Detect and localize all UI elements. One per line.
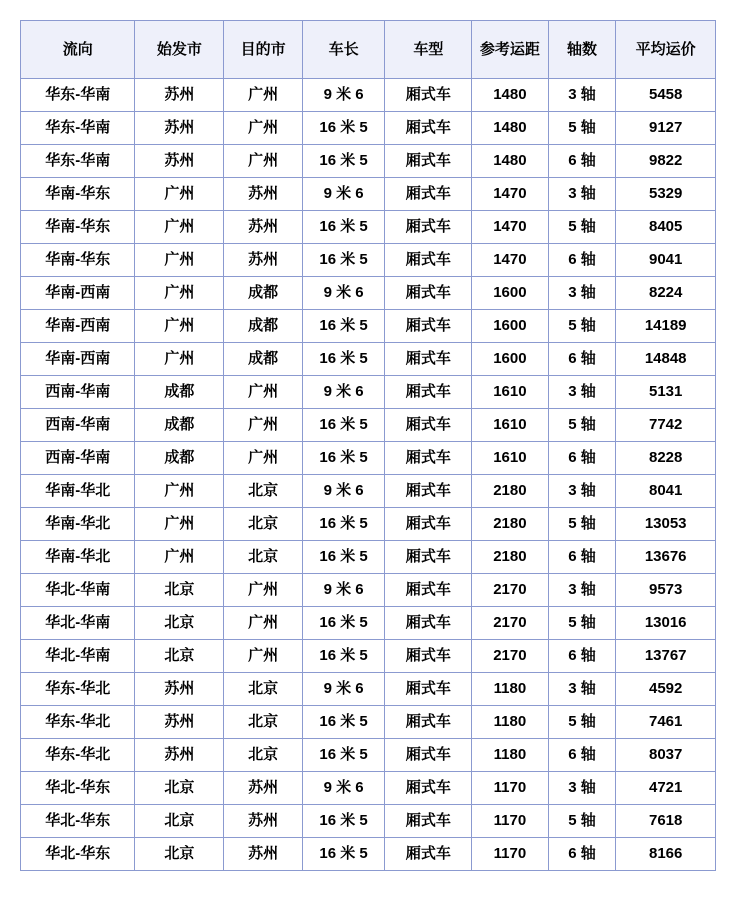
cell-vehicle-type: 厢式车	[385, 244, 472, 277]
cell-destination-city: 北京	[224, 706, 302, 739]
cell-reference-distance: 2180	[472, 475, 548, 508]
cell-origin-city: 广州	[135, 310, 224, 343]
cell-flow: 华东-华北	[21, 706, 135, 739]
cell-vehicle-type: 厢式车	[385, 541, 472, 574]
cell-axle-count: 5 轴	[548, 508, 616, 541]
cell-average-price: 8037	[616, 739, 716, 772]
cell-axle-count: 3 轴	[548, 277, 616, 310]
cell-destination-city: 广州	[224, 79, 302, 112]
column-header-destination-city	[224, 21, 302, 79]
cell-axle-count: 6 轴	[548, 640, 616, 673]
column-header-vehicle-type-label: 车型	[413, 40, 444, 58]
cell-vehicle-type: 厢式车	[385, 112, 472, 145]
cell-vehicle-length: 9 米 6	[302, 376, 385, 409]
table-row	[21, 607, 716, 640]
cell-axle-count: 6 轴	[548, 244, 616, 277]
cell-vehicle-length: 9 米 6	[302, 178, 385, 211]
cell-reference-distance: 2170	[472, 607, 548, 640]
cell-axle-count: 6 轴	[548, 739, 616, 772]
column-header-vehicle-length	[302, 21, 385, 79]
cell-vehicle-type: 厢式车	[385, 277, 472, 310]
cell-reference-distance: 1480	[472, 79, 548, 112]
table-row	[21, 475, 716, 508]
cell-reference-distance: 1170	[472, 805, 548, 838]
cell-axle-count: 5 轴	[548, 310, 616, 343]
cell-origin-city: 成都	[135, 409, 224, 442]
column-header-average-price	[616, 21, 716, 79]
cell-destination-city: 苏州	[224, 244, 302, 277]
cell-vehicle-length: 16 米 5	[302, 607, 385, 640]
cell-axle-count: 6 轴	[548, 541, 616, 574]
column-header-flow-label: 流向	[62, 40, 93, 58]
column-header-origin-city	[135, 21, 224, 79]
cell-axle-count: 3 轴	[548, 376, 616, 409]
table-row	[21, 409, 716, 442]
table-row	[21, 343, 716, 376]
table-row	[21, 805, 716, 838]
cell-axle-count: 5 轴	[548, 409, 616, 442]
cell-average-price: 8224	[616, 277, 716, 310]
cell-reference-distance: 1180	[472, 706, 548, 739]
cell-destination-city: 苏州	[224, 838, 302, 871]
cell-axle-count: 3 轴	[548, 79, 616, 112]
cell-vehicle-type: 厢式车	[385, 805, 472, 838]
cell-average-price: 8041	[616, 475, 716, 508]
freight-rate-table	[20, 20, 716, 871]
cell-flow: 华东-华北	[21, 673, 135, 706]
cell-destination-city: 广州	[224, 442, 302, 475]
cell-vehicle-type: 厢式车	[385, 640, 472, 673]
cell-axle-count: 3 轴	[548, 673, 616, 706]
cell-reference-distance: 1610	[472, 442, 548, 475]
cell-vehicle-type: 厢式车	[385, 607, 472, 640]
cell-destination-city: 苏州	[224, 772, 302, 805]
table-row	[21, 673, 716, 706]
cell-reference-distance: 1180	[472, 739, 548, 772]
cell-axle-count: 3 轴	[548, 574, 616, 607]
cell-flow: 华北-华南	[21, 574, 135, 607]
cell-reference-distance: 1170	[472, 772, 548, 805]
cell-vehicle-type: 厢式车	[385, 475, 472, 508]
cell-axle-count: 5 轴	[548, 211, 616, 244]
cell-origin-city: 北京	[135, 574, 224, 607]
cell-vehicle-length: 16 米 5	[302, 838, 385, 871]
table-row	[21, 79, 716, 112]
cell-vehicle-type: 厢式车	[385, 211, 472, 244]
cell-average-price: 8405	[616, 211, 716, 244]
cell-vehicle-type: 厢式车	[385, 145, 472, 178]
cell-average-price: 9573	[616, 574, 716, 607]
table-row	[21, 178, 716, 211]
cell-flow: 华南-西南	[21, 343, 135, 376]
table-row	[21, 541, 716, 574]
cell-origin-city: 广州	[135, 343, 224, 376]
cell-destination-city: 北京	[224, 541, 302, 574]
cell-destination-city: 苏州	[224, 805, 302, 838]
cell-flow: 华北-华东	[21, 805, 135, 838]
cell-flow: 西南-华南	[21, 409, 135, 442]
cell-reference-distance: 1600	[472, 343, 548, 376]
cell-axle-count: 3 轴	[548, 772, 616, 805]
cell-vehicle-type: 厢式车	[385, 838, 472, 871]
cell-origin-city: 北京	[135, 640, 224, 673]
cell-vehicle-length: 16 米 5	[302, 805, 385, 838]
cell-origin-city: 广州	[135, 244, 224, 277]
cell-destination-city: 广州	[224, 409, 302, 442]
cell-vehicle-length: 9 米 6	[302, 574, 385, 607]
cell-origin-city: 北京	[135, 838, 224, 871]
table-row	[21, 739, 716, 772]
cell-flow: 华南-西南	[21, 277, 135, 310]
column-header-axle-count	[548, 21, 616, 79]
cell-vehicle-length: 16 米 5	[302, 211, 385, 244]
column-header-axle-count-label: 轴数	[566, 40, 597, 58]
cell-average-price: 13676	[616, 541, 716, 574]
cell-average-price: 14848	[616, 343, 716, 376]
cell-vehicle-length: 9 米 6	[302, 475, 385, 508]
cell-average-price: 13053	[616, 508, 716, 541]
cell-origin-city: 广州	[135, 277, 224, 310]
cell-average-price: 8228	[616, 442, 716, 475]
cell-vehicle-type: 厢式车	[385, 772, 472, 805]
table-row	[21, 838, 716, 871]
cell-average-price: 4592	[616, 673, 716, 706]
table-row	[21, 574, 716, 607]
cell-axle-count: 6 轴	[548, 145, 616, 178]
cell-average-price: 7742	[616, 409, 716, 442]
cell-vehicle-type: 厢式车	[385, 508, 472, 541]
cell-vehicle-length: 16 米 5	[302, 640, 385, 673]
cell-vehicle-type: 厢式车	[385, 706, 472, 739]
cell-destination-city: 北京	[224, 475, 302, 508]
cell-vehicle-type: 厢式车	[385, 343, 472, 376]
cell-destination-city: 成都	[224, 310, 302, 343]
cell-reference-distance: 1470	[472, 211, 548, 244]
cell-axle-count: 5 轴	[548, 607, 616, 640]
cell-origin-city: 广州	[135, 541, 224, 574]
cell-flow: 华南-华东	[21, 211, 135, 244]
cell-destination-city: 广州	[224, 574, 302, 607]
cell-vehicle-type: 厢式车	[385, 409, 472, 442]
cell-reference-distance: 1470	[472, 178, 548, 211]
cell-reference-distance: 1600	[472, 310, 548, 343]
cell-origin-city: 北京	[135, 805, 224, 838]
table-body	[21, 79, 716, 871]
cell-vehicle-length: 16 米 5	[302, 541, 385, 574]
cell-average-price: 8166	[616, 838, 716, 871]
cell-reference-distance: 1600	[472, 277, 548, 310]
table-row	[21, 706, 716, 739]
cell-average-price: 5329	[616, 178, 716, 211]
table-row	[21, 310, 716, 343]
cell-vehicle-length: 9 米 6	[302, 277, 385, 310]
table-row	[21, 442, 716, 475]
cell-vehicle-length: 16 米 5	[302, 706, 385, 739]
cell-origin-city: 苏州	[135, 79, 224, 112]
cell-axle-count: 5 轴	[548, 706, 616, 739]
column-header-flow	[21, 21, 135, 79]
table-row	[21, 376, 716, 409]
cell-vehicle-length: 9 米 6	[302, 772, 385, 805]
cell-flow: 华东-华南	[21, 79, 135, 112]
cell-origin-city: 北京	[135, 607, 224, 640]
cell-origin-city: 成都	[135, 376, 224, 409]
cell-reference-distance: 1610	[472, 376, 548, 409]
cell-origin-city: 苏州	[135, 673, 224, 706]
table-row	[21, 772, 716, 805]
cell-origin-city: 北京	[135, 772, 224, 805]
cell-axle-count: 3 轴	[548, 475, 616, 508]
cell-origin-city: 苏州	[135, 145, 224, 178]
cell-destination-city: 北京	[224, 739, 302, 772]
cell-origin-city: 成都	[135, 442, 224, 475]
cell-destination-city: 广州	[224, 376, 302, 409]
cell-axle-count: 5 轴	[548, 805, 616, 838]
table-header-row	[21, 21, 716, 79]
cell-axle-count: 3 轴	[548, 178, 616, 211]
cell-origin-city: 广州	[135, 211, 224, 244]
cell-vehicle-length: 16 米 5	[302, 244, 385, 277]
cell-flow: 华南-华东	[21, 178, 135, 211]
cell-reference-distance: 1470	[472, 244, 548, 277]
column-header-destination-city-label: 目的市	[240, 40, 286, 58]
cell-flow: 华东-华北	[21, 739, 135, 772]
cell-reference-distance: 1180	[472, 673, 548, 706]
cell-axle-count: 6 轴	[548, 442, 616, 475]
column-header-vehicle-type	[385, 21, 472, 79]
cell-average-price: 9127	[616, 112, 716, 145]
cell-destination-city: 广州	[224, 607, 302, 640]
cell-vehicle-type: 厢式车	[385, 376, 472, 409]
table-row	[21, 145, 716, 178]
cell-vehicle-length: 16 米 5	[302, 145, 385, 178]
cell-vehicle-length: 16 米 5	[302, 442, 385, 475]
cell-origin-city: 广州	[135, 475, 224, 508]
cell-vehicle-length: 9 米 6	[302, 79, 385, 112]
cell-origin-city: 广州	[135, 508, 224, 541]
table-row	[21, 211, 716, 244]
cell-vehicle-type: 厢式车	[385, 310, 472, 343]
cell-flow: 华南-西南	[21, 310, 135, 343]
cell-average-price: 5131	[616, 376, 716, 409]
cell-flow: 华北-华东	[21, 838, 135, 871]
cell-vehicle-type: 厢式车	[385, 673, 472, 706]
cell-vehicle-length: 16 米 5	[302, 508, 385, 541]
cell-flow: 华南-华北	[21, 541, 135, 574]
cell-vehicle-length: 16 米 5	[302, 409, 385, 442]
cell-flow: 华东-华南	[21, 112, 135, 145]
cell-destination-city: 北京	[224, 673, 302, 706]
cell-vehicle-type: 厢式车	[385, 739, 472, 772]
cell-axle-count: 5 轴	[548, 112, 616, 145]
cell-origin-city: 苏州	[135, 739, 224, 772]
cell-origin-city: 苏州	[135, 112, 224, 145]
cell-flow: 西南-华南	[21, 442, 135, 475]
column-header-reference-distance	[472, 21, 548, 79]
cell-reference-distance: 2170	[472, 574, 548, 607]
cell-average-price: 13016	[616, 607, 716, 640]
cell-flow: 华南-华北	[21, 475, 135, 508]
table-row	[21, 244, 716, 277]
cell-reference-distance: 2180	[472, 541, 548, 574]
cell-axle-count: 6 轴	[548, 838, 616, 871]
cell-average-price: 13767	[616, 640, 716, 673]
cell-destination-city: 广州	[224, 640, 302, 673]
cell-flow: 华北-华南	[21, 607, 135, 640]
table-row	[21, 640, 716, 673]
cell-reference-distance: 1480	[472, 112, 548, 145]
column-header-origin-city-label: 始发市	[156, 40, 202, 58]
table-row	[21, 112, 716, 145]
cell-reference-distance: 1480	[472, 145, 548, 178]
cell-reference-distance: 2180	[472, 508, 548, 541]
table-header	[21, 21, 716, 79]
cell-vehicle-type: 厢式车	[385, 178, 472, 211]
cell-destination-city: 苏州	[224, 211, 302, 244]
cell-vehicle-type: 厢式车	[385, 79, 472, 112]
cell-reference-distance: 1610	[472, 409, 548, 442]
cell-flow: 华北-华南	[21, 640, 135, 673]
cell-average-price: 7461	[616, 706, 716, 739]
cell-flow: 华南-华东	[21, 244, 135, 277]
cell-destination-city: 北京	[224, 508, 302, 541]
cell-vehicle-type: 厢式车	[385, 442, 472, 475]
cell-vehicle-type: 厢式车	[385, 574, 472, 607]
column-header-average-price-label: 平均运价	[635, 40, 696, 58]
cell-average-price: 7618	[616, 805, 716, 838]
cell-average-price: 5458	[616, 79, 716, 112]
column-header-reference-distance-label: 参考运距	[479, 40, 540, 58]
cell-vehicle-length: 9 米 6	[302, 673, 385, 706]
cell-origin-city: 苏州	[135, 706, 224, 739]
cell-origin-city: 广州	[135, 178, 224, 211]
column-header-vehicle-length-label: 车长	[328, 40, 359, 58]
cell-vehicle-length: 16 米 5	[302, 343, 385, 376]
cell-flow: 华北-华东	[21, 772, 135, 805]
cell-vehicle-length: 16 米 5	[302, 112, 385, 145]
cell-average-price: 9041	[616, 244, 716, 277]
cell-average-price: 9822	[616, 145, 716, 178]
cell-destination-city: 广州	[224, 145, 302, 178]
cell-reference-distance: 2170	[472, 640, 548, 673]
cell-reference-distance: 1170	[472, 838, 548, 871]
table-row	[21, 277, 716, 310]
cell-flow: 华东-华南	[21, 145, 135, 178]
cell-destination-city: 成都	[224, 277, 302, 310]
cell-vehicle-length: 16 米 5	[302, 739, 385, 772]
table-row	[21, 508, 716, 541]
cell-destination-city: 广州	[224, 112, 302, 145]
cell-average-price: 4721	[616, 772, 716, 805]
cell-flow: 西南-华南	[21, 376, 135, 409]
cell-destination-city: 苏州	[224, 178, 302, 211]
cell-axle-count: 6 轴	[548, 343, 616, 376]
cell-flow: 华南-华北	[21, 508, 135, 541]
cell-average-price: 14189	[616, 310, 716, 343]
cell-destination-city: 成都	[224, 343, 302, 376]
cell-vehicle-length: 16 米 5	[302, 310, 385, 343]
